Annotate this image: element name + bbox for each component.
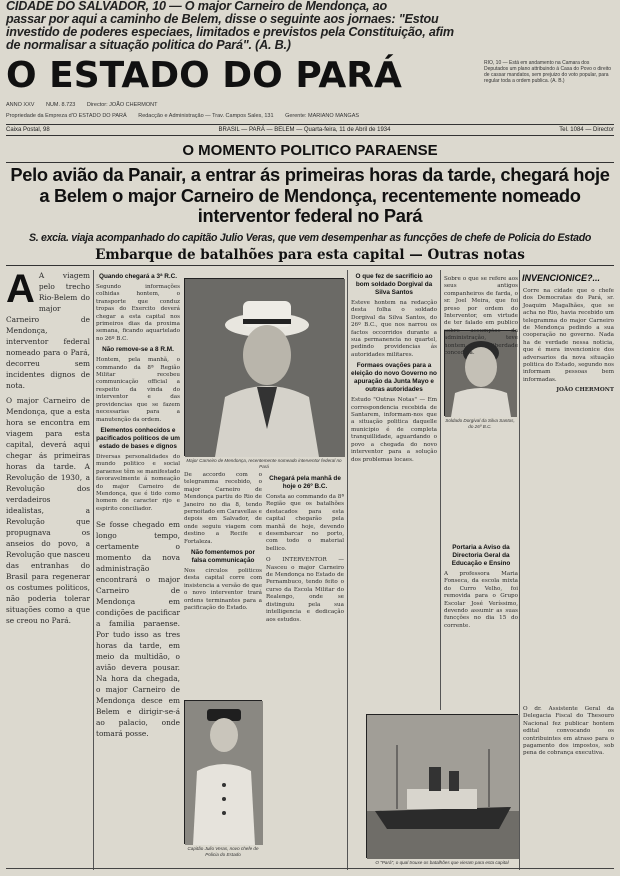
col2-head-2: Não remove-se a 8 R.M. [102, 346, 174, 354]
top-banner [6, 0, 614, 54]
propriedade: Propriedade da Empreza d'O ESTADO DO PARÁ [6, 113, 127, 119]
col5-body-2: A professora Maria Fonseca, da escola mixta do Curro Velho, foi removida para o Grupo Escolar José Veríssimo, devendo assumir as suas funcções no dia 15 do corrente. [444, 571, 518, 629]
director: Director: JOÃO CHERMONT [86, 102, 158, 108]
col5-head: Portaria a Aviso da Directoria Geral da Educação e Ensino [451, 544, 511, 567]
drop-cap: A [6, 267, 35, 311]
footer-rule [6, 868, 614, 869]
main-headline: Pelo avião da Panair, a entrar ás primeiras horas da tarde, chegará hoje a Belem o major Carneiro de Mendonça, recentemente nomeado interventor federal no Pará [10, 164, 610, 226]
lead-paragraph [6, 267, 90, 391]
col3-quote: O INTERVENTOR — Nasceu o major Carneiro de Mendonça no Estado de Pernambuco, tendo feito o curso da Escola Militar do Realengo, onde se distinguiu pela sua intelligencia e dedicação aos estudos. [266, 557, 344, 623]
right-signature: JOÃO CHERMONT [556, 387, 614, 394]
right-column [523, 288, 614, 688]
date-center: BRASIL — PARÁ — BELEM — Quarta-feira, 11 de Abril de 1934 [218, 127, 391, 133]
photo-interventor [184, 278, 344, 456]
col3-body-3: Consta ao commando da 8ª Região que os batalhões destacados para esta capital chegarão pela manhã de hoje, devendo desembarcar no porto, com todo o material bellico. [266, 494, 344, 552]
anno: ANNO XXV [6, 102, 35, 108]
divider [6, 162, 614, 163]
column-2 [96, 270, 180, 870]
subheadline: S. excia. viaja acompanhado do capitão Julio Veras, que vem desempenhar as funcções de chefe de Policia do Estado [28, 232, 592, 244]
meta-row-2 [6, 111, 482, 121]
col2-body-3: Diversas personalidades do mundo politico e social paraense têm se manifestado favoravelmente á nomeação do major Carneiro de Mendonça, que é tido como homem de caracter rijo e espirito conciliador. [96, 453, 180, 512]
col3-body: De accordo com o telegramma recebido, o major Carneiro de Mendonça partiu do Rio de Janeiro no dia 8, tendo pernoitado em Caravellas e depois em Salvador, de onde seguiu viagem com destino a Recife e Fortaleza. [184, 472, 262, 545]
redacao: Redacção e Administração — Trav. Campos Sales, 131 [138, 113, 274, 119]
column-separator [519, 270, 520, 870]
date-left: Caixa Postal, 98 [6, 127, 50, 133]
right-column-bottom [523, 706, 614, 866]
column-4 [351, 270, 437, 710]
caption-photo4: O "Pará", o qual trouxe os batalhões que vieram para esta capital [375, 860, 509, 865]
banner-line-2: passar por aqui a caminho de Belem, disse o seguinte aos jornaes: "Estou [6, 12, 439, 26]
column-separator [347, 270, 348, 870]
date-right: Tel. 1084 — Director [559, 127, 614, 133]
masthead-side-note [484, 60, 614, 122]
caption-photo1: Major Carneiro de Mendonça, recentemente nomeado interventor federal no Pará [186, 458, 342, 469]
col2-body: Segundo informações colhidas hontem, o transporte que conduz tropas do Exercito deverá chegar a esta capital nos primeiros dias da proxima semana, ficando aquartelado no 26º B.C. [96, 284, 180, 342]
col4-head-2: Formaes ovações para a eleição do novo Governo no apuração da Junta Mayo e outras autoridades [351, 362, 437, 394]
kicker-headline: O MOMENTO POLITICO PARAENSE [182, 142, 438, 159]
right-body: Corre na cidade que o chefe dos Democratas do Pará, sr. Joaquim Magalhães, que se acha no Rio, havia recebido um telegramma do major Carneiro de Mendonça pedindo a sua cooperação no governo. Nada ha de verdade nessa noticia, que é mera invencionice dos adversarios da nova situação politica do Estado, segundo nos informam pessoas bem informadas. [523, 288, 614, 383]
col3-head-2: Chegará pela manhã de hoje o 26º B.C. [269, 475, 341, 490]
masthead-title: O ESTADO DO PARÁ [6, 55, 402, 96]
right-bottom: O dr. Assistente Geral da Delegacia Fiscal do Thesouro Nacional fez publicar hontem edital convocando os contribuintes em atraso para o pagamento dos impostos, sob pena de cobrança executiva. [523, 706, 614, 757]
col4-head: O que fez de sacrificio ao bom soldado Dorgival da Silva Santos [355, 273, 433, 296]
date-bar [6, 124, 614, 136]
banner-line-1: CIDADE DO SALVADOR, 10 — O major Carneiro de Mendonça, ao [6, 0, 387, 13]
photo-capitao [184, 700, 262, 844]
lead-text: A viagem pelo trecho Rio-Belem do major Carneiro de Mendonça, interventor federal nomeado para o Pará, decorreu sem incidentes dignos de nota. [6, 271, 90, 390]
banner-line-3: investido de poderes especiaes, limitados e previstos pela Constituição, afim [6, 25, 454, 39]
portrait-illustration [185, 279, 345, 457]
banner-line-4: de normalisar a situação politica do Pará". (A. B.) [6, 38, 291, 52]
side-note-text: RIO, 10 — Está em andamento na Camara dos Deputados um plano attribuindo á Casa do Povo o direito de cassar mandatos, sem prejuizo do voto popular, para regular toda a ordem publica. (A. B.) [484, 60, 612, 84]
photo-navio [366, 714, 518, 858]
right-column-headline: INVENCIONICE?... [522, 273, 601, 283]
column-separator [93, 270, 94, 870]
caption-photo3: Capitão Julio Veras, novo chefe de Policia do Estado [187, 846, 259, 857]
col4-body-2: Estudo "Outras Notas" — Em correspondencia recebida de Santarem, informam-nos que a situação politica daquelle municipio é de completa tranquillidade, aguardando o povo a chegada do novo interventor para a solução dos problemas locaes. [351, 397, 437, 463]
gerente: Gerente: MARIANO MANGAS [285, 113, 360, 119]
divider [6, 265, 614, 266]
col2-body-2: Hontem, pela manhã, o commando da 8ª Região Militar recebeu communicação official a respeito da vinda do interventor e das providencias que se fazem necessarias para a manutenção da ordem. [96, 357, 180, 423]
col3-head: Não fomentemos por falsa communicação [191, 549, 255, 565]
col2-head: Quando chegará a 3ª R.C. [98, 273, 177, 280]
col3-body-2: Nos circulos politicos desta capital corre com insistencia a versão de que o novo interventor trará ordens terminantes para a pacificação do Estado. [184, 568, 262, 612]
col2-head-3: Elementos conhecidos e pacificados politicos de um estado de bases e dignos [96, 426, 180, 450]
officer-illustration [185, 701, 263, 845]
column-1 [6, 267, 90, 870]
column-3b [266, 472, 344, 870]
numero: NUM. 8.723 [45, 102, 76, 108]
column-5 [444, 434, 518, 710]
ship-illustration [367, 715, 519, 859]
col2-lower: Se fosse chegado em longo tempo, certamente o momento da nova administração encontrará o major Carneiro de Mendonça em condições de pacificar a familia paraense. Por tudo isso as tres horas da tarde, em meio da multidão, o avião devera pousar. Na hora da chegada, o major Carneiro de Mendonça desce em Belem e dirigir-se-á ao palacio, onde tomará posse. [96, 520, 180, 739]
column-5-top [444, 276, 518, 357]
col1-body: O major Carneiro de Mendonça, que a esta hora se encontra em viagem para esta capital, deverá aqui chegar ás primeiras horas da tarde. A Revolução de 1930, a Revolução dos verdadeiros idealistas, a Revolução que propugnava os anseios do povo, a Revolução que nasceu das entranhas do Brasil para regenerar os costumes politicos, não poderia tolerar situações como a que se creou no Pará. [6, 396, 90, 625]
col5-body: Sobre o que se refere aos seus antigos companheiros de farda, o sr. Joel Meira, que foi preso por ordem do Interventor, em virtude de ter falado em publico sobre assumptos da administração, teve hontem a liberdade concedida. [444, 276, 518, 357]
col4-body: Esteve hontem na redacção desta folha o soldado Dorgival da Silva Santos, do 26º B.C., que nos narrou os factos occorridos durante a sua permanencia no quartel, pedindo providencias ás autoridades militares. [351, 300, 437, 358]
column-separator [440, 270, 441, 710]
subheadline-2: Embarque de batalhões para esta capital — Outras notas [95, 247, 525, 263]
caption-photo2: Soldado Dorgival da Silva Santos, do 26º B.C. [445, 418, 515, 429]
meta-row-1 [6, 100, 482, 110]
